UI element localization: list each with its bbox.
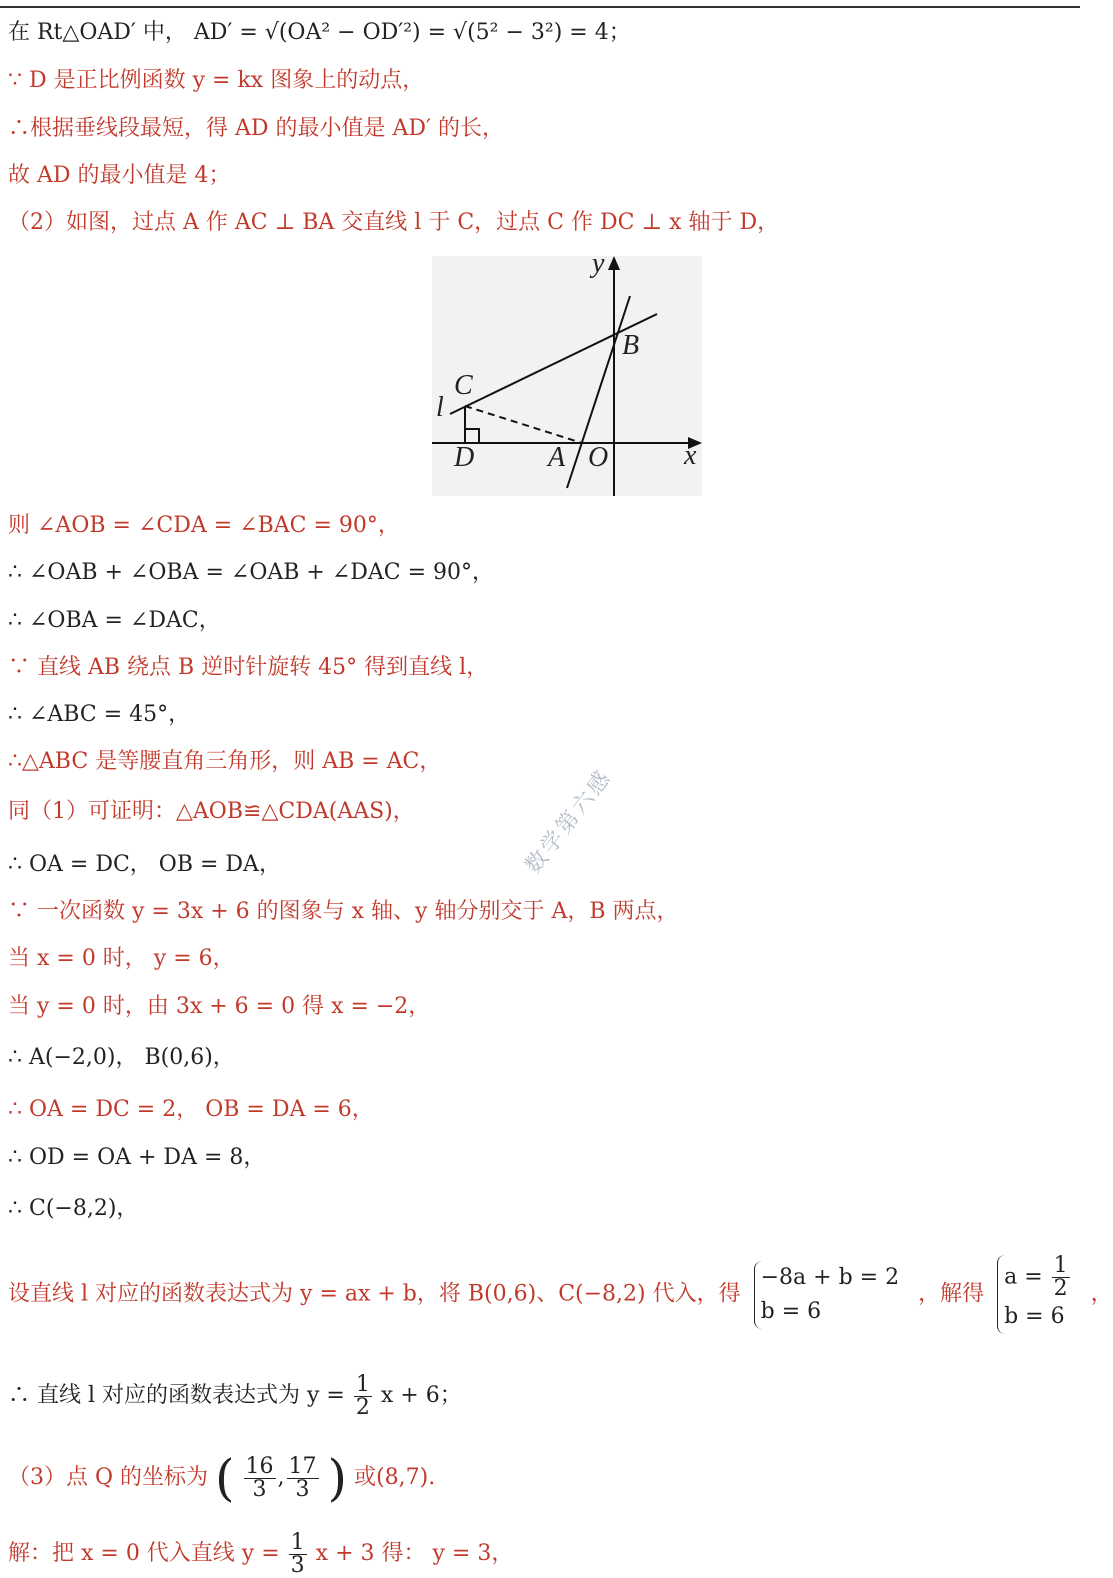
system-1 bbox=[754, 1261, 905, 1329]
line-8: ∴ ∠OBA = ∠DAC， bbox=[8, 608, 221, 633]
label-b: B bbox=[622, 330, 640, 361]
l22-num: 1 bbox=[355, 1371, 370, 1397]
label-l: l bbox=[436, 392, 444, 423]
geometry-figure bbox=[432, 248, 702, 496]
label-o: O bbox=[588, 442, 609, 473]
segment-ac-dashed bbox=[465, 406, 582, 443]
sys2-num: 1 bbox=[1053, 1253, 1068, 1278]
line-23 bbox=[8, 1450, 435, 1506]
line-22 bbox=[8, 1372, 462, 1420]
line-19: ∴ OD = OA + DA = 8， bbox=[8, 1145, 266, 1170]
sys2-a-label: a = bbox=[1004, 1264, 1043, 1290]
line-14: ∵ 一次函数 y = 3x + 6 的图象与 x 轴、y 轴分别交于 A，B 两点， bbox=[8, 899, 679, 924]
label-c: C bbox=[454, 370, 473, 401]
line-5: （2）如图，过点 A 作 AC ⊥ BA 交直线 l 于 C，过点 C 作 DC ⊥ x 轴于 D， bbox=[8, 210, 780, 235]
l22-fraction bbox=[354, 1371, 372, 1420]
label-d: D bbox=[454, 442, 475, 473]
watermark: 数学第六感 bbox=[520, 764, 618, 879]
l23-fraction-1 bbox=[244, 1453, 276, 1502]
l23-f2-den: 3 bbox=[295, 1476, 310, 1502]
system-2 bbox=[997, 1255, 1078, 1334]
l23-post: 或(8,7). bbox=[354, 1465, 436, 1490]
sys2-den: 2 bbox=[1053, 1276, 1068, 1301]
l23-pre: （3）点 Q 的坐标为 bbox=[8, 1465, 209, 1490]
line-1: 在 Rt△OAD′ 中， AD′ = √(OA² − OD′²) = √(5² − 3²) = 4； bbox=[8, 20, 631, 45]
line-21 bbox=[8, 1255, 1113, 1334]
line-18: ∴ OA = DC = 2， OB = DA = 6， bbox=[8, 1097, 374, 1122]
label-y: y bbox=[592, 248, 605, 279]
line-l bbox=[450, 314, 657, 414]
l22-den: 2 bbox=[355, 1394, 370, 1420]
sys1-eq2: b = 6 bbox=[760, 1298, 822, 1324]
line-17: ∴ A(−2,0)， B(0,6)， bbox=[8, 1045, 235, 1070]
l24-fraction bbox=[289, 1529, 307, 1578]
l24-post: x + 3 得： y = 3， bbox=[315, 1541, 514, 1566]
line-11: ∴△ABC 是等腰直角三角形，则 AB = AC， bbox=[8, 749, 442, 774]
label-x: x bbox=[684, 440, 697, 471]
l24-pre: 解：把 x = 0 代入直线 y = bbox=[8, 1541, 280, 1566]
line-9: ∵ 直线 AB 绕点 B 逆时针旋转 45° 得到直线 l， bbox=[8, 655, 489, 680]
l22-pre: ∴ 直线 l 对应的函数表达式为 y = bbox=[8, 1383, 345, 1408]
l23-f1-num: 16 bbox=[245, 1453, 274, 1479]
line-12: 同（1）可证明：△AOB≌△CDA(AAS)， bbox=[8, 799, 415, 824]
line-6: 则 ∠AOB = ∠CDA = ∠BAC = 90°， bbox=[8, 513, 400, 538]
line-2: ∵ D 是正比例函数 y = kx 图象上的动点， bbox=[8, 68, 425, 93]
sys2-eq1 bbox=[1004, 1255, 1072, 1300]
line-7: ∴ ∠OAB + ∠OBA = ∠OAB + ∠DAC = 90°， bbox=[8, 560, 495, 585]
y-axis-arrow bbox=[608, 256, 620, 270]
l21-mid: ，解得 bbox=[918, 1281, 985, 1307]
l23-fraction-2 bbox=[287, 1453, 319, 1502]
sys2-eq2: b = 6 bbox=[1004, 1304, 1065, 1329]
sys2-fraction bbox=[1052, 1255, 1070, 1300]
right-paren: ) bbox=[327, 1449, 348, 1507]
l23-f2-num: 17 bbox=[288, 1453, 317, 1479]
right-angle-marker bbox=[465, 429, 479, 443]
l22-post: x + 6； bbox=[380, 1383, 462, 1408]
left-paren: ( bbox=[215, 1449, 235, 1507]
line-24 bbox=[8, 1530, 513, 1578]
line-3: ∴根据垂线段最短，得 AD 的最小值是 AD′ 的长， bbox=[8, 116, 505, 141]
l23-f1-den: 3 bbox=[252, 1476, 267, 1502]
line-4: 故 AD 的最小值是 4； bbox=[8, 163, 231, 188]
l24-den: 3 bbox=[290, 1552, 305, 1578]
line-10: ∴ ∠ABC = 45°， bbox=[8, 702, 191, 727]
label-a: A bbox=[548, 442, 566, 473]
l24-num: 1 bbox=[290, 1529, 305, 1555]
l21-tail: ， bbox=[1090, 1281, 1113, 1307]
l21-pre: 设直线 l 对应的函数表达式为 y = ax + b，将 B(0,6)、C(−8,2) 代入，得 bbox=[8, 1281, 741, 1307]
l23-coords: ( $\frac{16}{3}$ , $\frac{17}{3}$ ) bbox=[215, 1449, 348, 1507]
line-15: 当 x = 0 时， y = 6， bbox=[8, 946, 235, 971]
line-16: 当 y = 0 时，由 3x + 6 = 0 得 x = −2， bbox=[8, 994, 431, 1019]
line-13: ∴ OA = DC， OB = DA， bbox=[8, 852, 281, 877]
line-20: ∴ C(−8,2)， bbox=[8, 1196, 139, 1221]
sys1-eq1: −8a + b = 2 bbox=[760, 1264, 900, 1290]
top-divider bbox=[0, 6, 1080, 8]
